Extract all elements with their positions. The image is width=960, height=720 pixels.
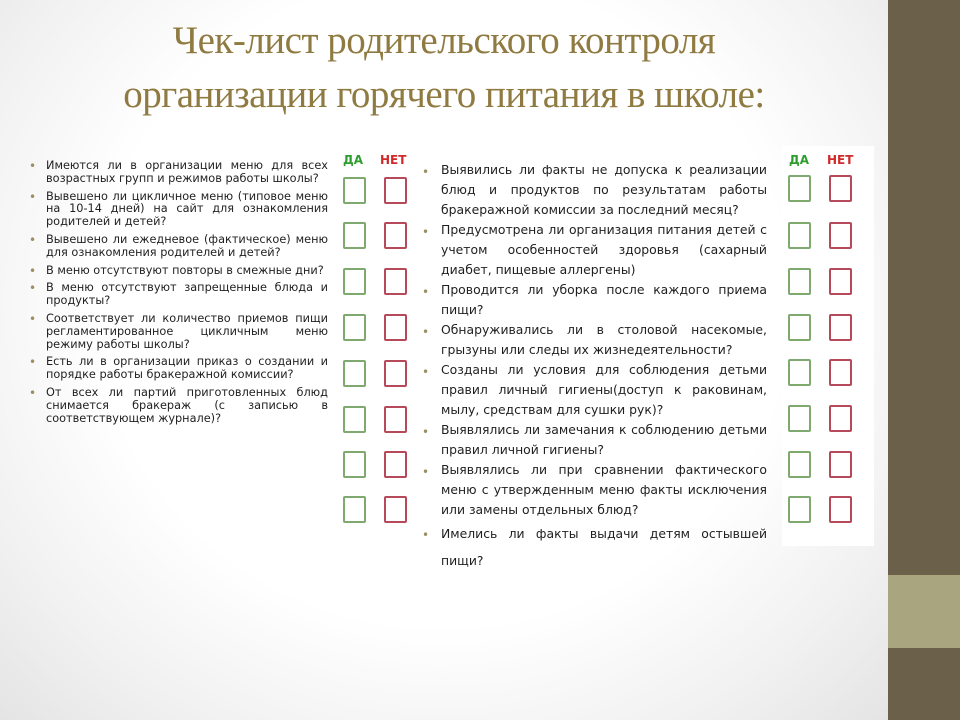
no-checkbox[interactable]	[829, 405, 852, 432]
no-checkbox[interactable]	[829, 175, 852, 202]
no-checkbox[interactable]	[829, 496, 852, 523]
sidebar-decoration-middle	[888, 575, 960, 648]
sidebar-decoration-bottom	[888, 648, 960, 720]
question-item: • Вывешено ли ежедневое (фактическое) меню для ознакомления родителей и детей?	[46, 234, 328, 260]
question-item: • Соответствует ли количество приемов пищи регламентированное цикличным меню режиму работы школы?	[46, 313, 328, 351]
question-item: • Созданы ли условия для соблюдения детьми правил личный гигиены(доступ к раковинам, мылу, средствам для сушки рук)?	[441, 360, 767, 420]
question-item: • Имелись ли факты выдачи детям остывшей пищи?	[441, 520, 767, 574]
question-item: • Вывешено ли цикличное меню (типовое меню на 10-14 дней) на сайт для ознакомления родителей и детей?	[46, 191, 328, 229]
no-checkbox[interactable]	[829, 268, 852, 295]
left-question-list	[46, 160, 328, 430]
question-item: • Обнаруживались ли в столовой насекомые, грызуны или следы их жизнедеятельности?	[441, 320, 767, 360]
yes-checkbox[interactable]	[343, 406, 366, 433]
yes-checkbox[interactable]	[343, 177, 366, 204]
yes-checkbox[interactable]	[788, 314, 811, 341]
yes-checkbox[interactable]	[788, 222, 811, 249]
no-checkbox[interactable]	[829, 359, 852, 386]
yes-checkbox[interactable]	[788, 405, 811, 432]
yes-checkbox[interactable]	[343, 451, 366, 478]
no-checkbox[interactable]	[829, 222, 852, 249]
right-question-list	[441, 160, 767, 574]
no-checkbox[interactable]	[384, 496, 407, 523]
no-checkbox[interactable]	[384, 222, 407, 249]
no-checkbox[interactable]	[384, 268, 407, 295]
no-checkbox[interactable]	[829, 451, 852, 478]
question-item: • Выявлялись ли при сравнении фактического меню с утвержденным меню факты исключения или замены отдельных блюд?	[441, 460, 767, 520]
question-item: • В меню отсутствуют повторы в смежные дни?	[46, 265, 328, 278]
no-checkbox[interactable]	[384, 177, 407, 204]
no-header: НЕТ	[827, 153, 854, 167]
title-line-1: Чек-лист родительского контроля	[172, 19, 716, 62]
no-checkbox[interactable]	[384, 451, 407, 478]
yes-checkbox[interactable]	[788, 451, 811, 478]
yes-header: ДА	[789, 153, 809, 167]
no-checkbox[interactable]	[384, 406, 407, 433]
left-checkbox-panel	[340, 146, 416, 532]
question-item: • Имеются ли в организации меню для всех возрастных групп и режимов работы школы?	[46, 160, 328, 186]
question-item: • Предусмотрена ли организация питания детей с учетом особенностей здоровья (сахарный диабет, пищевые аллергены)	[441, 220, 767, 280]
question-item: • Выявлялись ли замечания к соблюдению детьми правил личной гигиены?	[441, 420, 767, 460]
question-item: • Проводится ли уборка после каждого приема пищи?	[441, 280, 767, 320]
sidebar-decoration-top	[888, 0, 960, 575]
yes-checkbox[interactable]	[343, 360, 366, 387]
yes-checkbox[interactable]	[788, 175, 811, 202]
yes-checkbox[interactable]	[788, 268, 811, 295]
no-header: НЕТ	[380, 153, 407, 167]
question-item: • Выявились ли факты не допуска к реализации блюд и продуктов по результатам работы бракеражной комиссии за последний месяц?	[441, 160, 767, 220]
yes-checkbox[interactable]	[343, 496, 366, 523]
right-checkbox-panel	[782, 146, 874, 546]
question-item: • В меню отсутствуют запрещенные блюда и продукты?	[46, 282, 328, 308]
yes-header: ДА	[343, 153, 363, 167]
question-item: • От всех ли партий приготовленных блюд снимается бракераж (с записью в соответствующем журнале)?	[46, 387, 328, 425]
page-title	[40, 14, 848, 122]
yes-checkbox[interactable]	[343, 314, 366, 341]
yes-checkbox[interactable]	[788, 359, 811, 386]
yes-checkbox[interactable]	[788, 496, 811, 523]
yes-checkbox[interactable]	[343, 268, 366, 295]
no-checkbox[interactable]	[384, 360, 407, 387]
yes-checkbox[interactable]	[343, 222, 366, 249]
no-checkbox[interactable]	[829, 314, 852, 341]
title-line-2: организации горячего питания в школе:	[123, 73, 765, 116]
no-checkbox[interactable]	[384, 314, 407, 341]
question-item: • Есть ли в организации приказ о создании и порядке работы бракеражной комиссии?	[46, 356, 328, 382]
